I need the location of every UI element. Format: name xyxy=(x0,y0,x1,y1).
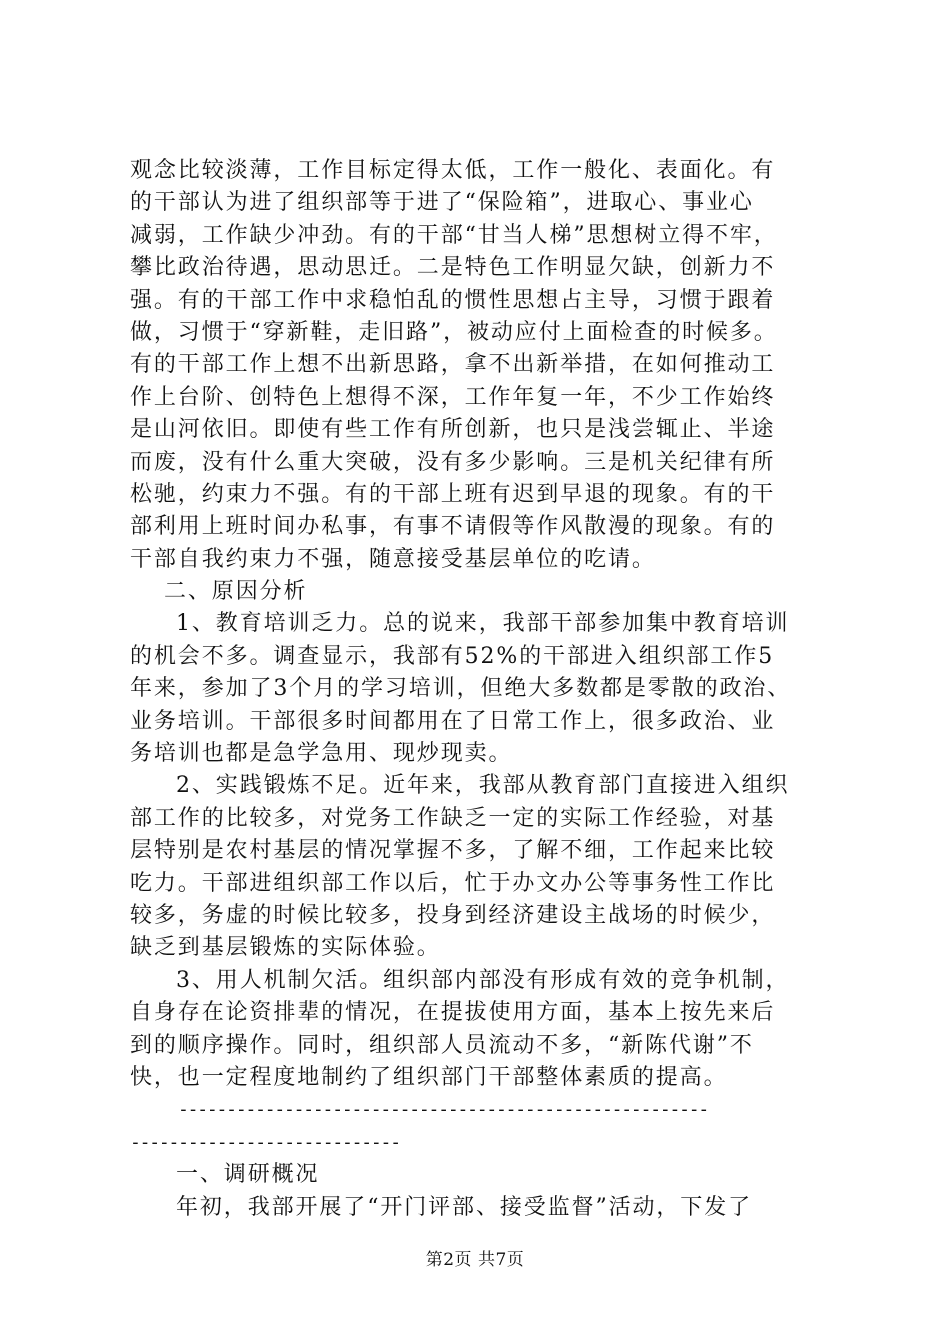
text-line: 是山河依旧。即使有些工作有所创新，也只是浅尝辄止、半途 xyxy=(130,417,776,443)
text-line: 而废，没有什么重大突破，没有多少影响。三是机关纪律有所 xyxy=(130,449,776,475)
text-line: 观念比较淡薄，工作目标定得太低，工作一般化、表面化。有 xyxy=(130,158,776,183)
text-line: 务培训也都是急学急用、现炒现卖。 xyxy=(130,741,513,767)
text-line: 做，习惯于“穿新鞋，走旧路”，被动应付上面检查的时候多。 xyxy=(130,319,778,345)
text-line: 到的顺序操作。同时，组织部人员流动不多，“新陈代谢”不 xyxy=(130,1032,754,1058)
text-line: 年初，我部开展了“开门评部、接受监督”活动，下发了 xyxy=(176,1194,752,1220)
text-line: 松驰，约束力不强。有的干部上班有迟到早退的现象。有的干 xyxy=(130,481,776,507)
text-line: 的干部认为进了组织部等于进了“保险箱”，进取心、事业心 xyxy=(130,190,754,216)
text-line: 有的干部工作上想不出新思路，拿不出新举措，在如何推动工 xyxy=(130,352,776,378)
text-line: 层特别是农村基层的情况掌握不多，了解不细，工作起来比较 xyxy=(130,838,776,864)
text-line: 吃力。干部进组织部工作以后，忙于办文办公等事务性工作比 xyxy=(130,870,776,896)
text-line: 1、教育培训乏力。总的说来，我部干部参加集中教育培训 xyxy=(176,611,790,637)
text-line: 的机会不多。调查显示，我部有52%的干部进入组织部工作5 xyxy=(130,643,775,669)
text-line: 自身存在论资排辈的情况，在提拔使用方面，基本上按先来后 xyxy=(130,1000,776,1026)
text-line: 2、实践锻炼不足。近年来，我部从教育部门直接进入组织 xyxy=(176,773,790,799)
text-line: 快，也一定程度地制约了组织部门干部整体素质的提高。 xyxy=(130,1064,728,1090)
section-heading: 一、调研概况 xyxy=(176,1162,320,1188)
text-line: 减弱，工作缺少冲劲。有的干部“甘当人梯”思想树立得不牢， xyxy=(130,222,778,248)
text-line: 部工作的比较多，对党务工作缺乏一定的实际工作经验，对基 xyxy=(130,805,776,831)
text-line: 3、用人机制欠活。组织部内部没有形成有效的竞争机制， xyxy=(176,967,790,993)
section-heading: 二、原因分析 xyxy=(164,579,308,605)
text-line: 干部自我约束力不强，随意接受基层单位的吃请。 xyxy=(130,546,656,572)
dashed-separator: ---------------------------- xyxy=(130,1131,400,1153)
text-line: 攀比政治待遇，思动思迁。二是特色工作明显欠缺，创新力不 xyxy=(130,255,776,281)
text-line: 强。有的干部工作中求稳怕乱的惯性思想占主导，习惯于跟着 xyxy=(130,287,776,313)
text-line: 作上台阶、创特色上想得不深，工作年复一年，不少工作始终 xyxy=(130,384,776,410)
text-line: 年来，参加了3个月的学习培训，但绝大多数都是零散的政治、 xyxy=(130,676,792,702)
dashed-separator: ------------------------------------------------------- xyxy=(178,1099,709,1121)
document-body xyxy=(130,155,840,1224)
text-line: 缺乏到基层锻炼的实际体验。 xyxy=(130,935,441,961)
page-number-footer: 第2页 共7页 xyxy=(425,1250,525,1270)
text-line: 业务培训。干部很多时间都用在了日常工作上，很多政治、业 xyxy=(130,708,776,734)
text-line: 部利用上班时间办私事，有事不请假等作风散漫的现象。有的 xyxy=(130,514,776,540)
text-line: 较多，务虚的时候比较多，投身到经济建设主战场的时候少， xyxy=(130,902,776,928)
